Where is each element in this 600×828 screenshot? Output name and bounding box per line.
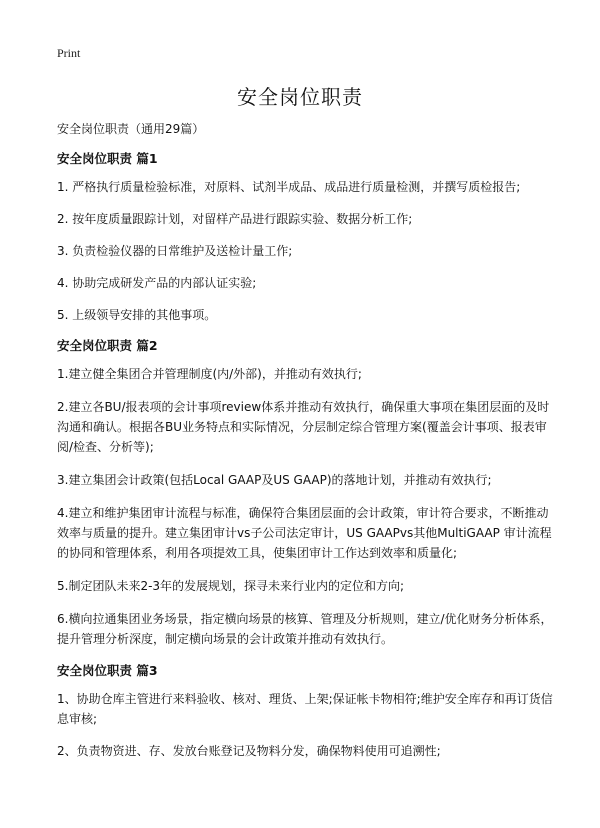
section-3 (57, 662, 557, 761)
document-subtitle: 安全岗位职责（通用29篇） (57, 122, 205, 136)
page-title: 安全岗位职责 (237, 85, 363, 109)
print-link[interactable]: Print (57, 46, 81, 60)
section-heading: 安全岗位职责 篇2 (57, 338, 158, 353)
paragraph: 4. 协助完成研发产品的内部认证实验; (57, 276, 257, 290)
paragraph: 2.建立各BU/报表项的会计事项review体系并推动有效执行，确保重大事项在集团层面的及时沟通和确认。根据各BU业务特点和实际情况，分层制定综合管理方案(覆盖会计事项、报表审阅/检查、分析等); (57, 400, 550, 454)
paragraph: 6.横向拉通集团业务场景，指定横向场景的核算、管理及分析规则，建立/优化财务分析体系，提升管理分析深度，制定横向场景的会计政策并推动有效执行。 (57, 612, 553, 646)
paragraph: 1、协助仓库主管进行来料验收、核对、理货、上架;保证帐卡物相符;维护安全库存和再订货信息审核; (57, 692, 553, 726)
paragraph: 1.建立健全集团合并管理制度(内/外部)，并推动有效执行; (57, 367, 362, 381)
section-1 (57, 150, 557, 325)
paragraph: 3. 负责检验仪器的日常维护及送检计量工作; (57, 244, 293, 258)
paragraph: 2、负责物资进、存、发放台账登记及物料分发，确保物料使用可追溯性; (57, 744, 441, 758)
section-heading: 安全岗位职责 篇3 (57, 663, 158, 678)
paragraph: 2. 按年度质量跟踪计划，对留样产品进行跟踪实验、数据分析工作; (57, 212, 413, 226)
paragraph: 4.建立和维护集团审计流程与标准，确保符合集团层面的会计政策，审计符合要求，不断推动效率与质量的提升。建立集团审计vs子公司法定审计，US GAAPvs其他MultiGAAP 审计流程的协同和管理体系，利用各项提效工具，使集团审计工作达到效率和质量化; (57, 506, 552, 560)
paragraph: 1. 严格执行质量检验标准，对原料、试剂半成品、成品进行质量检测，并撰写质检报告; (57, 180, 521, 194)
document-body (57, 120, 557, 773)
paragraph: 5. 上级领导安排的其他事项。 (57, 308, 217, 322)
section-2 (57, 337, 557, 649)
paragraph: 5.制定团队未来2-3年的发展规划，探寻未来行业内的定位和方向; (57, 579, 405, 593)
section-heading: 安全岗位职责 篇1 (57, 151, 158, 166)
paragraph: 3.建立集团会计政策(包括Local GAAP及US GAAP)的落地计划，并推动有效执行; (57, 473, 492, 487)
